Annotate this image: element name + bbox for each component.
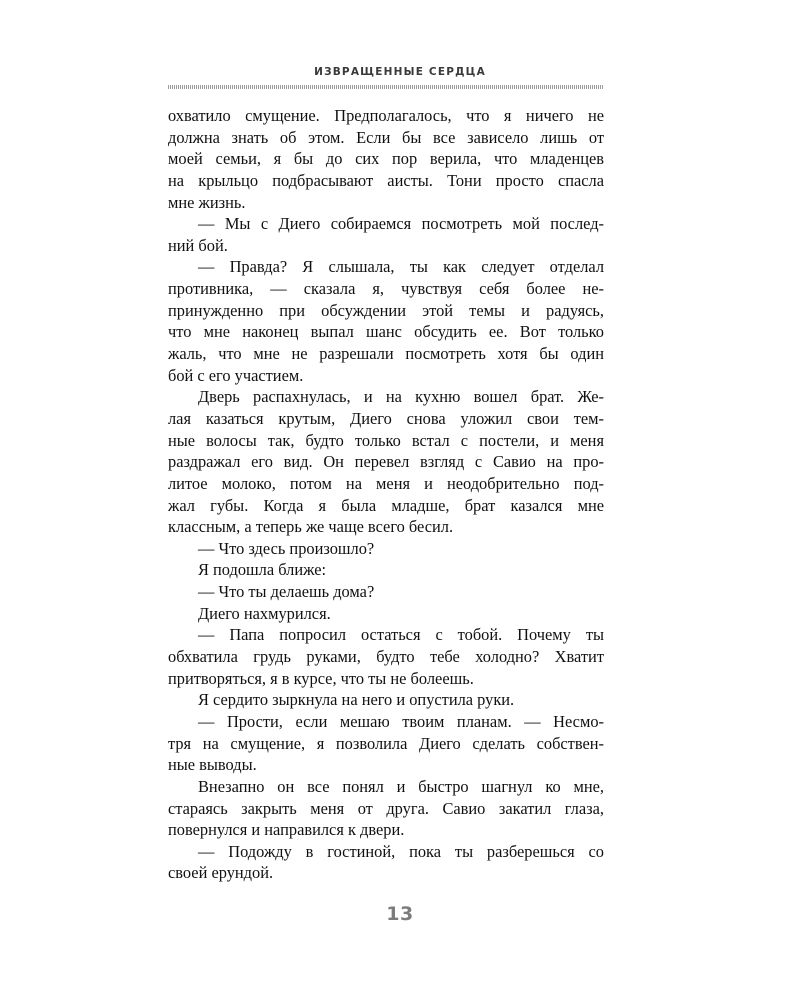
text-line: Я подошла ближе: (198, 560, 327, 580)
text-line: лая казаться крутым, Диего снова уложил свои тем- (168, 408, 604, 428)
text-line: тря на смущение, я позволила Диего сделать собствен- (168, 733, 604, 753)
text-line: литое молоко, потом на меня и неодобрительно под- (168, 473, 604, 493)
text-line: — Прости, если мешаю твоим планам. — Несмо- (198, 711, 604, 731)
text-line: — Мы с Диего собираемся посмотреть мой послед- (198, 214, 604, 234)
text-line: раздражал его вид. Он перевел взгляд с Савио на про- (168, 452, 604, 472)
text-line: классным, а теперь же чаще всего бесил. (168, 517, 454, 537)
text-line: бой с его участием. (168, 365, 304, 385)
text-line: обхватила грудь руками, будто тебе холодно? Хватит (168, 647, 604, 667)
running-head-title: ИЗВРАЩЕННЫЕ СЕРДЦА (314, 66, 486, 78)
text-line: стараясь закрыть меня от друга. Савио закатил глаза, (168, 798, 604, 818)
text-line: что мне наконец выпал шанс обсудить ее. Вот только (168, 322, 604, 342)
text-line: на крыльцо подбрасывают аисты. Тони просто спасла (168, 170, 604, 190)
text-line: Дверь распахнулась, и на кухню вошел брат. Же- (198, 387, 604, 407)
header-dotted-rule (168, 85, 604, 89)
text-line: Внезапно он все понял и быстро шагнул ко мне, (198, 776, 604, 796)
text-line: мне жизнь. (168, 192, 246, 212)
text-line: охватило смущение. Предполагалось, что я ничего не (168, 106, 604, 125)
text-line: притворяться, я в курсе, что ты не болеешь. (168, 668, 474, 688)
text-line: противника, — сказала я, чувствуя себя более не- (168, 279, 604, 299)
text-line: жаль, что мне не разрешали посмотреть хотя бы один (168, 344, 604, 364)
text-line: Я сердито зыркнула на него и опустила руки. (198, 690, 515, 710)
text-line: — Правда? Я слышала, ты как следует отделал (198, 257, 604, 277)
text-line: ний бой. (168, 235, 228, 255)
body-text (168, 105, 604, 884)
text-line: принужденно при обсуждении этой темы и радуясь, (168, 300, 604, 320)
text-line: моей семьи, я бы до сих пор верила, что младенцев (168, 149, 604, 169)
text-line: Диего нахмурился. (198, 603, 331, 623)
text-line: — Подожду в гостиной, пока ты разберешься со (198, 841, 604, 861)
text-line: — Что ты делаешь дома? (198, 582, 375, 602)
text-line: — Папа попросил остаться с тобой. Почему ты (198, 625, 604, 645)
text-line: повернулся и направился к двери. (168, 820, 405, 840)
page-number: 13 (386, 903, 414, 925)
text-line: ные выводы. (168, 755, 257, 775)
text-line: должна знать об этом. Если бы все зависело лишь от (168, 127, 604, 147)
text-line: — Что здесь произошло? (198, 538, 375, 558)
text-line: своей ерундой. (168, 863, 274, 883)
text-line: ные волосы так, будто только встал с постели, и меня (168, 430, 604, 450)
text-line: жал губы. Когда я была младше, брат казался мне (168, 495, 604, 515)
